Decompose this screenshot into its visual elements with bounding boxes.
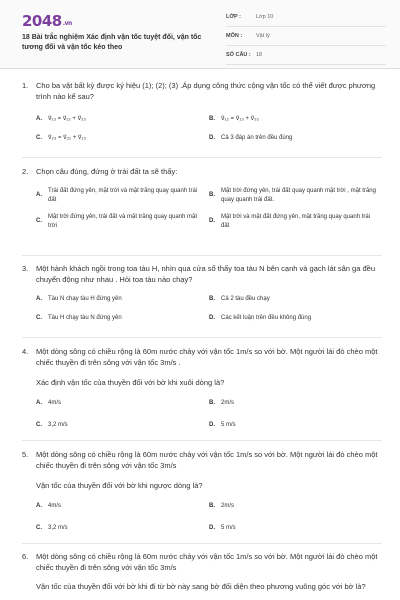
question-text: Một dòng sông có chiều rộng là 60m nước chảy với vận tốc 1m/s so với bờ. Một người lái đò chèo một chiếc thuyền đi trên sông với vận tốc 3m/s . (36, 347, 378, 367)
answer-option-d[interactable] (209, 213, 382, 230)
question-text: Một dòng sông có chiều rộng là 60m nước chảy với vận tốc 1m/s so với bờ. Một người lái đò chèo một chiếc thuyền đi trên sông với vận tốc 3m/s (36, 552, 378, 572)
divider (22, 543, 382, 544)
option-letter: B. (209, 503, 215, 509)
option-text: Tàu H chạy tàu N đứng yên (48, 314, 122, 321)
question-text: Cho ba vật bất kỳ được ký hiệu (1); (2); (3) .Áp dụng công thức cộng vận tốc có thể viết được phương trình nào kể sau? (36, 81, 376, 101)
meta-row-count (226, 46, 386, 65)
option-letter: A. (36, 503, 42, 509)
answer-option-a[interactable] (36, 295, 209, 304)
option-text: 4m/s (48, 503, 62, 509)
option-letter: C. (36, 421, 42, 428)
option-letter: A. (36, 400, 42, 406)
meta-key: LỚP : (226, 14, 241, 20)
question-number: 4. (22, 347, 29, 356)
divider (22, 440, 382, 441)
question-number: 1. (22, 81, 29, 90)
meta-value: Vật lý (256, 33, 270, 39)
answer-option-b[interactable] (209, 502, 382, 511)
question-text: Một dòng sông có chiều rộng là 60m nước chảy với vận tốc 1m/s so với bờ. Một người lái đò chèo một chiếc thuyền đi trên sông với vận tốc 3m/s (36, 450, 378, 470)
option-text: Cả 3 đáp án trên đều đúng (221, 134, 293, 141)
answer-option-b[interactable] (209, 295, 382, 304)
option-letter: C. (36, 524, 42, 531)
option-text: Trái đất đứng yên, mặt trời và mặt trăng quay quanh trái đất (48, 188, 198, 203)
option-text: Cả 2 tàu đều chạy (221, 296, 270, 302)
answer-option-a[interactable] (36, 115, 209, 124)
answer-option-c[interactable] (36, 213, 209, 230)
question-subtext: Vận tốc của thuyền đối với bờ khi ngược dòng là? (36, 481, 203, 490)
option-text: v⃗₁₃ = v⃗₁₂ + v⃗₂₃ (48, 116, 86, 122)
meta-table (226, 8, 386, 65)
option-text: v⃗₂₃ = v⃗₂₁ + v⃗₁₃ (48, 134, 86, 141)
answer-option-d[interactable] (209, 314, 382, 323)
option-text: Mặt trời đứng yên, trái đất quay quanh mặt trời , mặt trăng quay quanh trái đất. (221, 188, 376, 203)
option-text: 3,2 m/s (48, 421, 68, 428)
question-text: Chọn câu đúng, đứng ở trái đất ta sẽ thấy: (36, 167, 178, 176)
answer-option-d[interactable] (209, 134, 382, 143)
answer-option-c[interactable] (36, 421, 209, 430)
answer-option-b[interactable] (209, 399, 382, 408)
option-text: 3,2 m/s (48, 524, 68, 531)
question-3 (22, 263, 382, 322)
meta-key: MÔN : (226, 33, 243, 39)
option-letter: B. (209, 192, 215, 199)
document-header (0, 0, 400, 69)
option-text: 4m/s (48, 400, 62, 406)
option-text: 5 m/s (221, 524, 236, 531)
answer-option-d[interactable] (209, 421, 382, 430)
logo-text: 2048 (22, 12, 62, 30)
meta-value: Lớp 10 (256, 14, 274, 20)
question-text: Một hành khách ngồi trong toa tàu H, nhìn qua cửa sổ thấy toa tàu N bên cạnh và gạch lát sân ga đều chuyển động như nhau . Hỏi toa tàu nào chạy? (36, 264, 376, 284)
option-text: Tàu N chạy tàu H đứng yên (48, 296, 122, 302)
question-number: 3. (22, 264, 29, 273)
question-5 (22, 449, 382, 532)
question-subtext: Vận tốc của thuyền đối với bờ khi đi từ bờ này sang bờ đối diện theo phương vuông góc với bờ là? (36, 582, 366, 591)
option-text: 5 m/s (221, 421, 236, 428)
question-6 (22, 551, 382, 592)
answer-option-a[interactable] (36, 502, 209, 511)
answer-option-c[interactable] (36, 314, 209, 323)
option-letter: A. (36, 296, 42, 302)
meta-row-class (226, 8, 386, 27)
option-letter: B. (209, 296, 215, 302)
logo-suffix: .vn (62, 20, 72, 27)
question-number: 6. (22, 552, 29, 561)
option-letter: B. (209, 400, 215, 406)
answer-option-b[interactable] (209, 115, 382, 124)
answer-option-c[interactable] (36, 524, 209, 533)
meta-key: SỐ CÂU : (226, 52, 251, 58)
answer-option-d[interactable] (209, 524, 382, 533)
option-text: Mặt trời đứng yên, trái đất và mặt trăng quay quanh mặt trời (48, 214, 198, 229)
option-letter: D. (209, 524, 215, 531)
divider (22, 337, 382, 338)
divider (22, 157, 382, 158)
document-title: 18 Bài trắc nghiệm Xác định vận tốc tuyệt đối, vận tốc tương đối và vận tốc kéo theo (22, 34, 202, 51)
answer-option-c[interactable] (36, 134, 209, 143)
option-text: 2m/s (221, 503, 235, 509)
answer-option-a[interactable] (36, 399, 209, 408)
option-letter: D. (209, 421, 215, 428)
site-logo[interactable] (22, 12, 72, 30)
option-letter: D. (209, 218, 215, 225)
option-letter: A. (36, 192, 42, 199)
option-text: 2m/s (221, 400, 235, 406)
answer-option-a[interactable] (36, 187, 209, 204)
question-1 (22, 80, 382, 142)
option-letter: C. (36, 134, 42, 141)
option-letter: C. (36, 314, 42, 321)
option-letter: A. (36, 116, 42, 122)
question-2 (22, 166, 382, 230)
option-text: Mặt trời và mặt đất đứng yên, mặt trăng quay quanh trái đất (221, 214, 371, 229)
divider (22, 255, 382, 256)
meta-value: 18 (256, 52, 263, 58)
option-letter: D. (209, 134, 215, 141)
question-number: 5. (22, 450, 29, 459)
option-letter: B. (209, 116, 215, 122)
question-4 (22, 346, 382, 429)
option-text: v⃗₁₂ = v⃗₁₃ + v⃗₃₂ (221, 116, 259, 122)
option-letter: D. (209, 314, 215, 321)
question-number: 2. (22, 167, 29, 176)
option-text: Các kết luận trên đều không đúng (221, 314, 312, 321)
option-letter: C. (36, 218, 42, 225)
answer-option-b[interactable] (209, 187, 382, 204)
meta-row-subject (226, 27, 386, 46)
question-subtext: Xác định vận tốc của thuyền đối với bờ khi xuôi dòng là? (36, 378, 225, 387)
